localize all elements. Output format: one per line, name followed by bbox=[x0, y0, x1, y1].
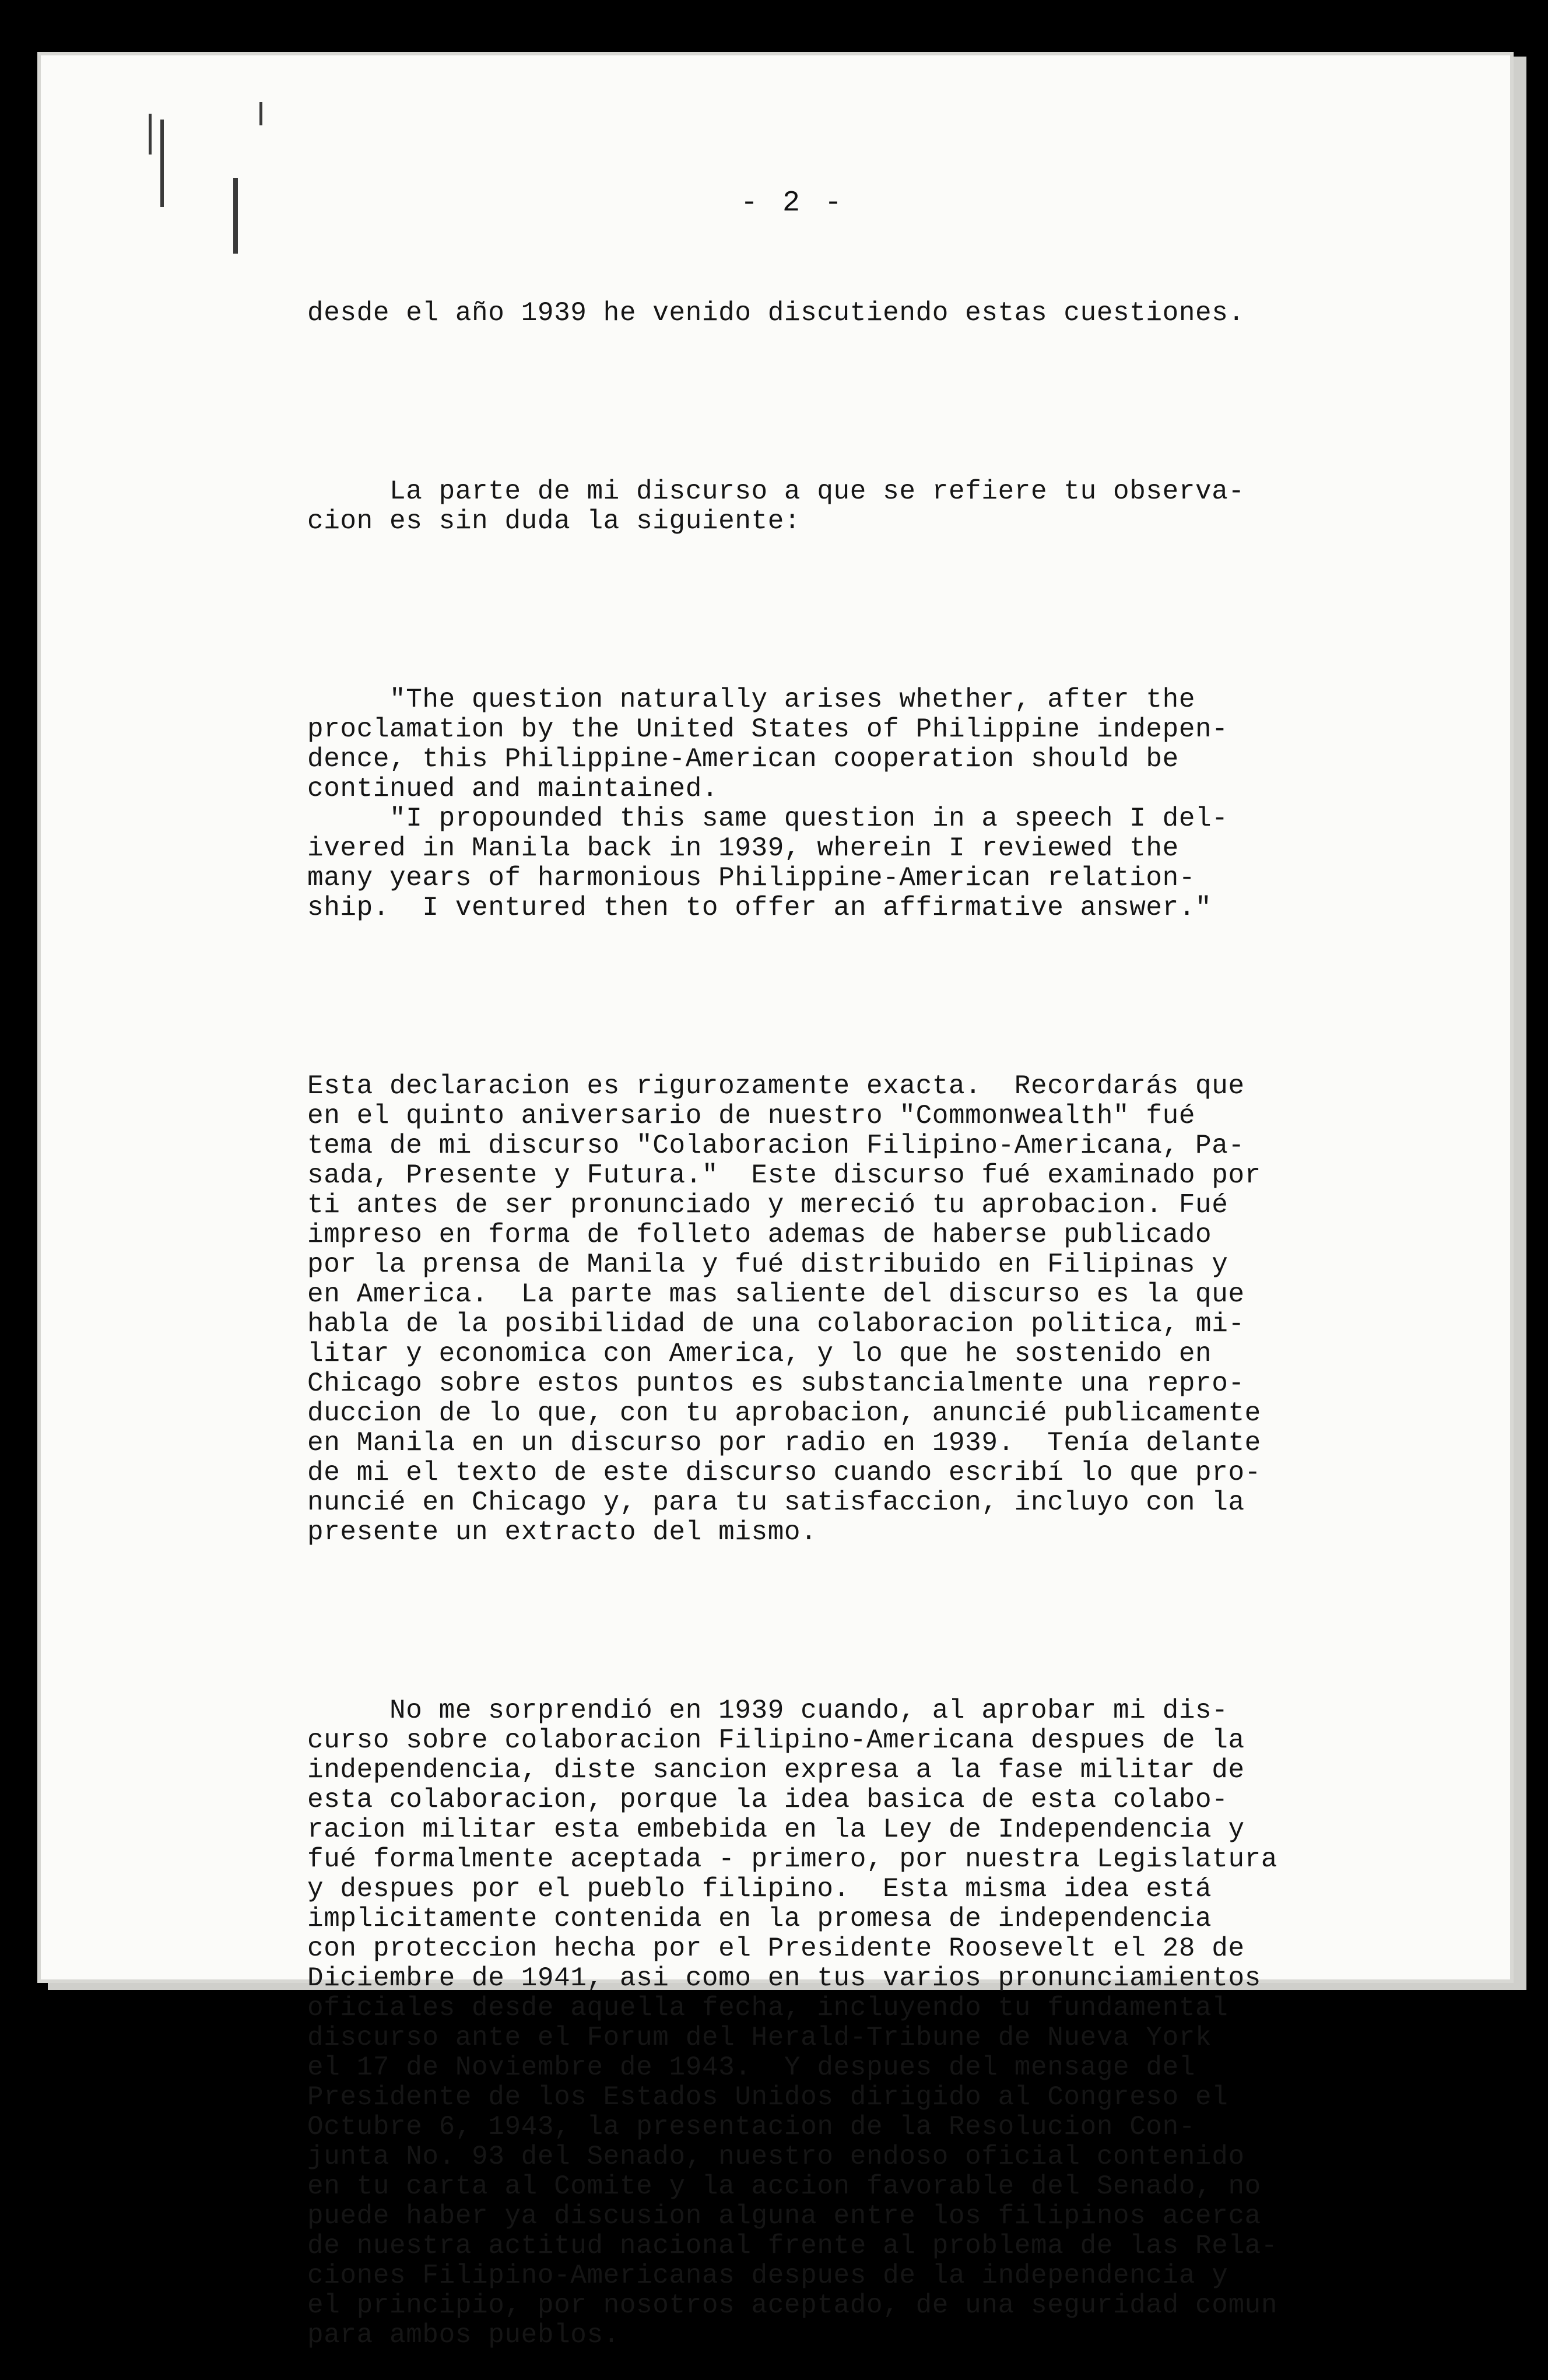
page-number: - 2 - bbox=[740, 187, 846, 220]
text-line: para ambos pueblos. bbox=[307, 2320, 620, 2350]
punch-mark bbox=[149, 114, 152, 155]
paragraph-4 bbox=[307, 1696, 1386, 2350]
text-line: sada, Presente y Futura." Este discurso fué examinado por bbox=[307, 1160, 1261, 1191]
text-line: en el quinto aniversario de nuestro "Commonwealth" fué bbox=[307, 1101, 1196, 1131]
punch-mark bbox=[259, 102, 262, 125]
text-line: many years of harmonious Philippine-American relation- bbox=[307, 863, 1196, 893]
text-line: el 17 de Noviembre de 1943. Y despues del mensage del bbox=[307, 2052, 1196, 2083]
text-line: litar y economica con America, y lo que he sostenido en bbox=[307, 1339, 1212, 1369]
punch-mark bbox=[160, 120, 164, 207]
text-line: fué formalmente aceptada - primero, por nuestra Legislatura bbox=[307, 1844, 1278, 1874]
text-line: dence, this Philippine-American cooperation should be bbox=[307, 744, 1179, 774]
text-line: ship. I ventured then to offer an affirmative answer." bbox=[307, 893, 1212, 923]
text-line: implicitamente contenida en la promesa de independencia bbox=[307, 1904, 1212, 1934]
text-line: tema de mi discurso "Colaboracion Filipino-Americana, Pa- bbox=[307, 1131, 1245, 1161]
paragraph-2 bbox=[307, 477, 1386, 536]
text-line: "I propounded this same question in a speech I del- bbox=[307, 803, 1228, 834]
text-line: el principio, por nosotros aceptado, de una seguridad comun bbox=[307, 2290, 1278, 2321]
text-line: ivered in Manila back in 1939, wherein I reviewed the bbox=[307, 833, 1179, 863]
text-line: racion militar esta embebida en la Ley de Independencia y bbox=[307, 1814, 1245, 1845]
text-line: oficiales desde aquella fecha, incluyendo tu fundamental bbox=[307, 1993, 1228, 2023]
text-line: con proteccion hecha por el Presidente Roosevelt el 28 de bbox=[307, 1933, 1245, 1964]
text-line: "The question naturally arises whether, after the bbox=[307, 684, 1196, 715]
text-line: curso sobre colaboracion Filipino-Americana despues de la bbox=[307, 1725, 1245, 1756]
text-line: proclamation by the United States of Philippine indepen- bbox=[307, 714, 1228, 745]
text-line: puede haber ya discusion alguna entre los filipinos acerca bbox=[307, 2201, 1261, 2231]
text-line: en Manila en un discurso por radio en 1939. Tenía delante bbox=[307, 1428, 1261, 1458]
text-line: junta No. 93 del Senado, nuestro endoso oficial contenido bbox=[307, 2142, 1245, 2172]
text-line: esta colaboracion, porque la idea basica de esta colabo- bbox=[307, 1785, 1228, 1815]
text-line: de nuestra actitud nacional frente al problema de las Rela- bbox=[307, 2231, 1278, 2261]
punch-mark bbox=[233, 178, 238, 254]
paragraph-1 bbox=[307, 299, 1386, 328]
letter-body bbox=[307, 239, 1386, 2380]
text-line: continued and maintained. bbox=[307, 774, 719, 804]
text-line: No me sorprendió en 1939 cuando, al aprobar mi dis- bbox=[307, 1696, 1228, 1726]
text-line: duccion de lo que, con tu aprobacion, anuncié publicamente bbox=[307, 1398, 1261, 1428]
text-line: y despues por el pueblo filipino. Esta misma idea está bbox=[307, 1874, 1212, 1904]
text-line: Octubre 6, 1943, la presentacion de la Resolucion Con- bbox=[307, 2112, 1196, 2142]
text-line: en tu carta al Comite y la accion favorable del Senado, no bbox=[307, 2171, 1261, 2202]
text-line: discurso ante el Forum del Herald-Tribune de Nueva York bbox=[307, 2023, 1212, 2053]
text-line: ciones Filipino-Americanas despues de la independencia y bbox=[307, 2260, 1228, 2291]
text-line: Diciembre de 1941, asi como en tus varios pronunciamientos bbox=[307, 1963, 1261, 1993]
text-line: Esta declaracion es rigurozamente exacta. Recordarás que bbox=[307, 1071, 1245, 1101]
text-line: presente un extracto del mismo. bbox=[307, 1517, 817, 1547]
text-line: por la prensa de Manila y fué distribuido en Filipinas y bbox=[307, 1249, 1228, 1280]
text-line: Chicago sobre estos puntos es substancialmente una repro- bbox=[307, 1368, 1245, 1399]
text-line: Presidente de los Estados Unidos dirigido al Congreso el bbox=[307, 2082, 1228, 2112]
text-line: en America. La parte mas saliente del discurso es la que bbox=[307, 1279, 1245, 1310]
paragraph-3 bbox=[307, 1072, 1386, 1547]
text-line: habla de la posibilidad de una colaboracion politica, mi- bbox=[307, 1309, 1245, 1339]
text-line: cion es sin duda la siguiente: bbox=[307, 506, 801, 536]
text-line: ti antes de ser pronunciado y mereció tu aprobacion. Fué bbox=[307, 1190, 1228, 1220]
text-line: independencia, diste sancion expresa a la fase militar de bbox=[307, 1755, 1245, 1785]
text-line: impreso en forma de folleto ademas de haberse publicado bbox=[307, 1220, 1212, 1250]
text-line: nuncié en Chicago y, para tu satisfaccion, incluyo con la bbox=[307, 1487, 1245, 1518]
text-line: desde el año 1939 he venido discutiendo estas cuestiones. bbox=[307, 298, 1245, 328]
text-line: de mi el texto de este discurso cuando escribí lo que pro- bbox=[307, 1458, 1261, 1488]
text-line: La parte de mi discurso a que se refiere tu observa- bbox=[307, 476, 1245, 507]
quoted-passage bbox=[307, 685, 1386, 923]
